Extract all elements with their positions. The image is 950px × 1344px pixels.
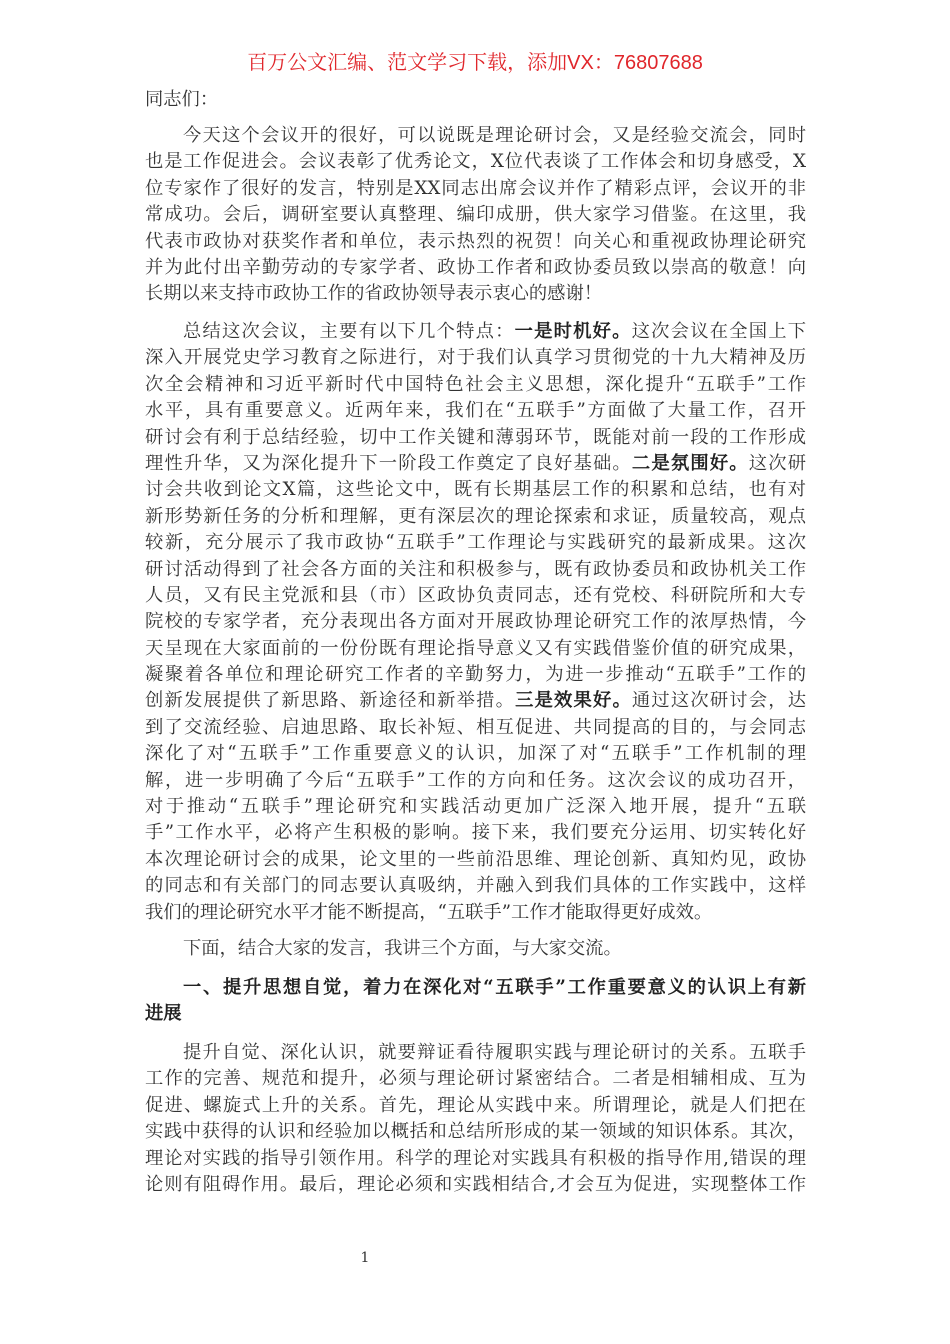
text-segment: 理性升华，又为深化提升下一阶段工作奠定了良好基础。 (145, 452, 632, 474)
paragraph (145, 1040, 806, 1198)
text-line (145, 504, 806, 530)
text-segment: 对于推动“五联手”理论研究和实践活动更加广泛深入地开展，提升“五联 (145, 796, 806, 818)
text-line (145, 975, 806, 1001)
text-segment: 工作的完善、规范和提升，必须与理论研讨紧密结合。二者是相辅相成、互为 (145, 1068, 806, 1090)
text-segment: 水平，具有重要意义。近两年来，我们在“五联手”方面做了大量工作，召开 (145, 400, 806, 422)
text-line (145, 255, 806, 281)
text-line (145, 636, 806, 662)
text-line (145, 820, 806, 846)
text-segment: 代表市政协对获奖作者和单位，表示热烈的祝贺！向关心和重视政协理论研究 (145, 230, 806, 252)
text-line (145, 123, 806, 149)
text-segment: 下面，结合大家的发言，我讲三个方面，与大家交流。 (183, 938, 622, 959)
bold-phrase: 三是效果好。 (515, 690, 632, 712)
text-line (145, 662, 806, 688)
text-segment: 较新，充分展示了我市政协“五联手”工作理论与实践研究的最新成果。这次 (145, 532, 806, 554)
text-line (145, 1119, 806, 1145)
text-segment: 次全会精神和习近平新时代中国特色社会主义思想，深化提升“五联手”工作 (145, 373, 806, 395)
text-line (145, 715, 806, 741)
section-heading (145, 975, 806, 1028)
text-line (145, 557, 806, 583)
text-segment: 深化了对“五联手”工作重要意义的认识，加深了对“五联手”工作机制的理 (145, 743, 806, 765)
text-line (145, 372, 806, 398)
text-segment: 实践中获得的认识和经验加以概括和总结所形成的某一领域的知识体系。其次， (145, 1121, 806, 1143)
text-line (145, 583, 806, 609)
text-line (145, 741, 806, 767)
text-line (145, 1146, 806, 1172)
text-segment: 并为此付出辛勤劳动的专家学者、政协工作者和政协委员致以崇高的敬意！向 (145, 256, 806, 278)
text-segment: 院校的专家学者，充分表现出各方面对开展政协理论研究工作的浓厚热情，今 (145, 611, 806, 633)
text-segment: 凝聚着各单位和理论研究工作者的辛勤努力，为进一步推动“五联手”工作的 (145, 664, 806, 686)
text-segment: 理论对实践的指导引领作用。科学的理论对实践具有积极的指导作用,错误的理 (145, 1147, 806, 1169)
text-line (145, 398, 806, 424)
text-segment: 提升自觉、深化认识，就要辩证看待履职实践与理论研讨的关系。五联手 (183, 1042, 806, 1063)
text-line (145, 609, 806, 635)
text-segment: 人员，又有民主党派和县（市）区政协负责同志，还有党校、科研院所和大专 (145, 584, 806, 606)
text-line (145, 345, 806, 371)
text-line (145, 1172, 806, 1198)
watermark-banner: 百万公文汇编、范文学习下载，添加VX：76807688 (247, 52, 703, 74)
text-line (145, 149, 806, 175)
text-segment: 促进、螺旋式上升的关系。首先，理论从实践中来。所谓理论，就是人们把在 (145, 1094, 806, 1116)
text-segment: 解，进一步明确了今后“五联手”工作的方向和任务。这次会议的成功召开， (145, 769, 806, 791)
text-segment: 深入开展党史学习教育之际进行，对于我们认真学习贯彻党的十九大精神及历 (145, 347, 806, 369)
bold-phrase: 二是氛围好。 (631, 452, 749, 474)
text-segment: 常成功。会后，调研室要认真整理、编印成册，供大家学习借鉴。在这里，我 (145, 204, 806, 226)
text-line (145, 847, 806, 873)
text-segment: 总结这次会议，主要有以下几个特点： (183, 321, 515, 342)
text-line (145, 281, 806, 307)
text-segment: 通过这次研讨会，达 (631, 690, 807, 712)
text-segment: 研讨活动得到了社会各方面的关注和积极参与，既有政协委员和政协机关工作 (145, 558, 806, 580)
text-segment: 进展 (145, 1003, 182, 1025)
text-segment: 今天这个会议开的很好，可以说既是理论研讨会，又是经验交流会，同时 (183, 125, 806, 146)
text-segment: 这次研 (748, 452, 807, 474)
paragraph (145, 123, 806, 308)
bold-phrase: 一是时机好。 (514, 321, 632, 342)
text-line (145, 936, 806, 962)
text-segment: 手”工作水平，必将产生积极的影响。接下来，我们要充分运用、切实转化好 (145, 822, 806, 844)
text-line (145, 319, 806, 345)
text-segment: 本次理论研讨会的成果，论文里的一些前沿思维、理论创新、真知灼见，政协 (145, 848, 806, 870)
text-segment: 位专家作了很好的发言，特别是XX同志出席会议并作了精彩点评，会议开的非 (145, 177, 806, 199)
text-line (145, 1093, 806, 1119)
text-segment: 到了交流经验、启迪思路、取长补短、相互促进、共同提高的目的，与会同志 (145, 716, 806, 738)
text-segment: 讨会共收到论文X篇，这些论文中，既有长期基层工作的积累和总结，也有对 (145, 479, 806, 501)
text-segment: 的同志和有关部门的同志要认真吸纳，并融入到我们具体的工作实践中，这样 (145, 875, 806, 897)
text-line (145, 202, 806, 228)
text-segment: 创新发展提供了新思路、新途径和新举措。 (145, 690, 516, 712)
paragraph (145, 936, 806, 962)
text-line (145, 688, 806, 714)
text-segment: 天呈现在大家面前的一份份既有理论指导意义又有实践借鉴价值的研究成果， (145, 637, 806, 659)
text-line (145, 1066, 806, 1092)
text-segment: 研讨会有利于总结经验，切中工作关键和薄弱环节，既能对前一段的工作形成 (145, 426, 806, 448)
text-line (145, 451, 806, 477)
text-segment: 论则有阻碍作用。最后，理论必须和实践相结合,才会互为促进，实现整体工作 (145, 1173, 806, 1195)
text-line (145, 1001, 806, 1027)
text-line (145, 1040, 806, 1066)
text-line (145, 229, 806, 255)
text-segment: 长期以来支持市政协工作的省政协领导表示衷心的感谢！ (145, 283, 603, 305)
salutation: 同志们： (145, 89, 219, 110)
text-line (145, 176, 806, 202)
paragraph (145, 319, 806, 926)
text-line (145, 477, 806, 503)
text-line (145, 900, 806, 926)
text-segment: 新形势新任务的分析和理解，更有深层次的理论探索和求证，质量较高，观点 (145, 505, 806, 527)
text-line (145, 794, 806, 820)
text-line (145, 425, 806, 451)
text-line (145, 873, 806, 899)
text-segment: 我们的理论研究水平才能不断提高，“五联手”工作才能取得更好成效。 (145, 901, 713, 923)
text-segment: 也是工作促进会。会议表彰了优秀论文，X位代表谈了工作体会和切身感受，X (145, 151, 806, 173)
text-segment: 这次会议在全国上下 (631, 321, 807, 342)
text-segment: 一、提升思想自觉，着力在深化对“五联手”工作重要意义的认识上有新 (183, 977, 806, 998)
page-number: 1 (360, 1250, 370, 1266)
text-line (145, 768, 806, 794)
text-line (145, 530, 806, 556)
